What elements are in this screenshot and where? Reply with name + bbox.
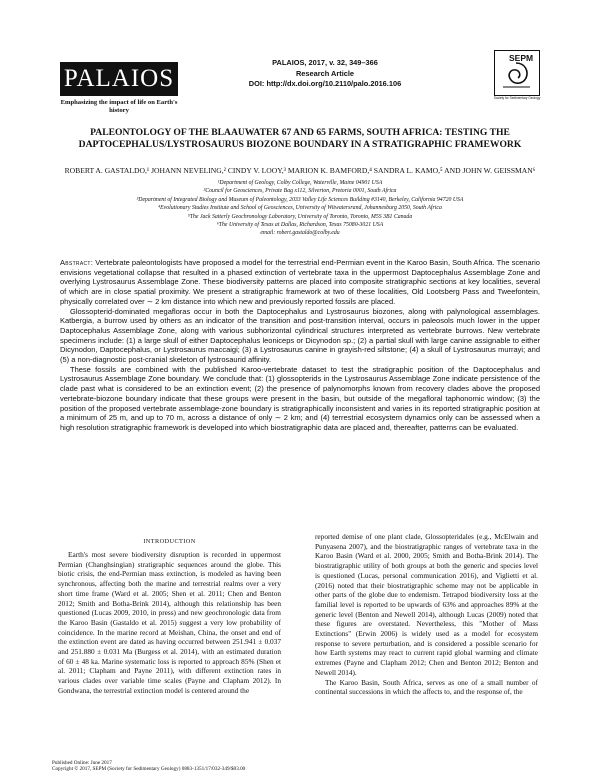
affiliation: ¹Department of Geology, Colby College, Waterville, Maine 04901 USA: [217, 180, 383, 186]
affiliation: ⁶The University of Texas at Dallas, Richardson, Texas 75080-3021 USA: [216, 222, 384, 229]
affiliation: ²Council for Geosciences, Private Bag x112, Silverton, Pretoria 0001, South Africa: [203, 188, 397, 195]
article-header: [215, 58, 435, 90]
sepm-caption: Society for Sedimentary Geology: [493, 96, 541, 100]
title-line-2: DAPTOCEPHALUS/LYSTROSAURUS BIOZONE BOUNDARY IN A STRATIGRAPHIC FRAMEWORK: [78, 139, 522, 150]
body-paragraph: reported demise of one plant clade, Glossopteridales (e.g., McElwain and Punyasena 2007), and the biostratigraphic ranges of vertebrate taxa in the Karoo Basin (Ward et al. 2000, 2005; Smith and Botha-Brink 2014). The biostratigraphic utility of both groups at both the generic and species level is questioned (Lucas, personal communication 2016), and Viglietti et al. (2016) noted that their biostratigraphic scheme may not be applicable in other parts of the globe due to endemism. Tetrapod biodiversity loss at the familial level is reported to be upwards of 63% and approaches 89% at the generic level (Benton and Newell 2014), although Lucas (2009) noted that these figures are overstated. Nevertheless, this "Mother of Mass Extinctions" (Erwin 2006) is widely used as a model for ecosystem response to severe perturbation, and is considered a possible scenario for how Earth systems may react to current rapid global warming and climate extremes (Payne and Clapham 2012; Chen and Benton 2012; Benton and Newell 2014).: [315, 532, 538, 677]
page-footer: [52, 760, 572, 773]
journal-logo: PALAIOS: [60, 62, 178, 96]
left-column: [58, 550, 281, 696]
abstract-paragraph: [60, 258, 540, 307]
sepm-label: SEPM: [509, 53, 534, 63]
doi-link[interactable]: DOI: http://dx.doi.org/10.2110/palo.2016.106: [248, 79, 402, 88]
published-date: Published Online: June 2017: [52, 760, 112, 766]
sepm-badge-frame: [494, 50, 540, 96]
citation: PALAIOS, 2017, v. 32, 349–366: [272, 58, 378, 67]
section-heading: INTRODUCTION: [143, 538, 196, 545]
author-list: ROBERT A. GASTALDO,¹ JOHANN NEVELING,² CINDY V. LOOY,³ MARION K. BAMFORD,⁴ SANDRA L. KAMO,⁵ AND JOHN W. GEISSMAN⁶: [64, 166, 536, 175]
contact-email[interactable]: email: robert.gastaldo@colby.edu: [260, 230, 340, 237]
sepm-logo: [494, 50, 540, 104]
article-title: [60, 127, 540, 151]
affiliation: ³Department of Integrated Biology and Museum of Paleontology, 2033 Valley Life Sciences Building #3140, Berkeley, California 94720 USA: [136, 196, 464, 203]
affiliations: [60, 179, 540, 238]
right-column: [315, 532, 538, 697]
abstract-paragraph: Glossopterid-dominated megafloras occur in both the Daptocephalus and Lystrosaurus biozones, along with palynological assemblages. Katbergia, a burrow used by others as an indicator of the transition and post-transition interval, occurs in paleosols much lower in the upper Daptocephalus Assemblage Zone, along with various subhorizontal cylindrical structures interpreted as vertebrate burrows. New vertebrate specimens include: (1) a large skull of either Daptocephalus leoniceps or Dicynodon sp.; (2) a partial skull with large canine assignable to either Dicynodon, Daptocephalus, or Lystrosaurus maccaigi; (3) a Lystrosaurus canine in grayish-red siltstone; (4) a skull of Lystrosaurus murrayi; and (5) a non-diagnostic post-cranial skeleton of lystrosaurid affinity.: [60, 306, 540, 365]
abstract-paragraph: These fossils are combined with the published Karoo-vertebrate dataset to test the stratigraphic position of the Daptocephalus and Lystrosaurus Assemblage Zone boundary. We conclude that: (1) glossopterids in the Lystrosaurus Assemblage Zone indicate persistence of the clade past what is considered to be an extinction event; (2) the presence of palynomorphs known from recovery clades above the proposed vertebrate-biozone boundary indicate that these groups were present in the basin, but outside of the megafloral taphonomic window; (3) the position of the proposed vertebrate assemblage-zone boundary is stratigraphically inconsistent and varies in its reported stratigraphic position at a minimum of 25 m, and up to 70 m, across a distance of only ∼ 2 km; and (4) terrestrial ecosystem dynamics only can be assessed when a high resolution stratigraphic framework is developed into which biostratigraphic data are placed and, thereafter, patterns can be evaluated.: [60, 364, 540, 432]
body-paragraph: The Karoo Basin, South Africa, serves as one of a small number of continental successions in which the affects to, and the response of, the: [315, 677, 538, 697]
article-type: Research Article: [295, 68, 355, 78]
affiliation: ⁴Evolutionary Studies Institute and School of Geosciences, University of Witwatersrand, Johannesburg 2050, South Africa: [158, 205, 442, 212]
title-line-1: PALEONTOLOGY OF THE BLAAUWATER 67 AND 65 FARMS, SOUTH AFRICA: TESTING THE: [90, 127, 510, 138]
affiliation: ⁵The Jack Satterly Geochronology Laboratory, University of Toronto, Toronto, M5S 3B1 Canada: [187, 213, 413, 220]
copyright: Copyright © 2017, SEPM (Society for Sedimentary Geology) 0883-1351/17/032-349/$03.00: [52, 766, 246, 773]
journal-tagline: Emphasizing the impact of life on Earth's history: [60, 99, 178, 114]
abstract: [60, 258, 540, 433]
body-paragraph: Earth's most severe biodiversity disruption is recorded in uppermost Permian (Changhsingian) stratigraphic sequences around the globe. This biotic crisis, the end-Permian mass extinction, is modeled as having been synchronous, affecting both the marine and terrestrial realms over a very short time frame (Ward et al. 2005; Shen et al. 2011; Chen and Benton 2012; Smith and Botha-Brink 2014), although this relationship has been questioned (Lucas 2009, 2010, in press) and new geochronologic data from the Karoo Basin (Gastaldo et al. 2015) suggest a very low probability of coincidence. In the marine record at Meishan, China, the onset and end of the extinction event are dated as having occurred between 251.941 ± 0.037 and 251.880 ± 0.031 Ma (Burgess et al. 2014), with an estimated duration of 60 ± 48 ka. Marine systematic loss is reported to approach 85% (Shen et al. 2011; Clapham and Payne 2011), with different extinction rates in various clades over variable time scales (Payne and Clapham 2012). In Gondwana, the terrestrial extinction model is centered around the: [58, 550, 281, 695]
abstract-text: Vertebrate paleontologists have proposed a model for the terrestrial end-Permian event in the Karoo Basin, South Africa. The scenario envisions vegetational collapse that resulted in a phased extinction of vertebrate taxa in the uppermost Daptocephalus Assemblage Zone and overlying Lystrosaurus Assemblage Zone. These biodiversity patterns are placed into composite stratigraphic sections at key localities, several of which are in close spatial proximity. We present a stratigraphic framework at two of these localities, Old Lootsberg Pass and Tweefontein, physically correlated over ∼ 2 km distance into which new and previously reported fossils are placed.: [60, 258, 540, 306]
abstract-label: Abstract:: [60, 258, 94, 267]
